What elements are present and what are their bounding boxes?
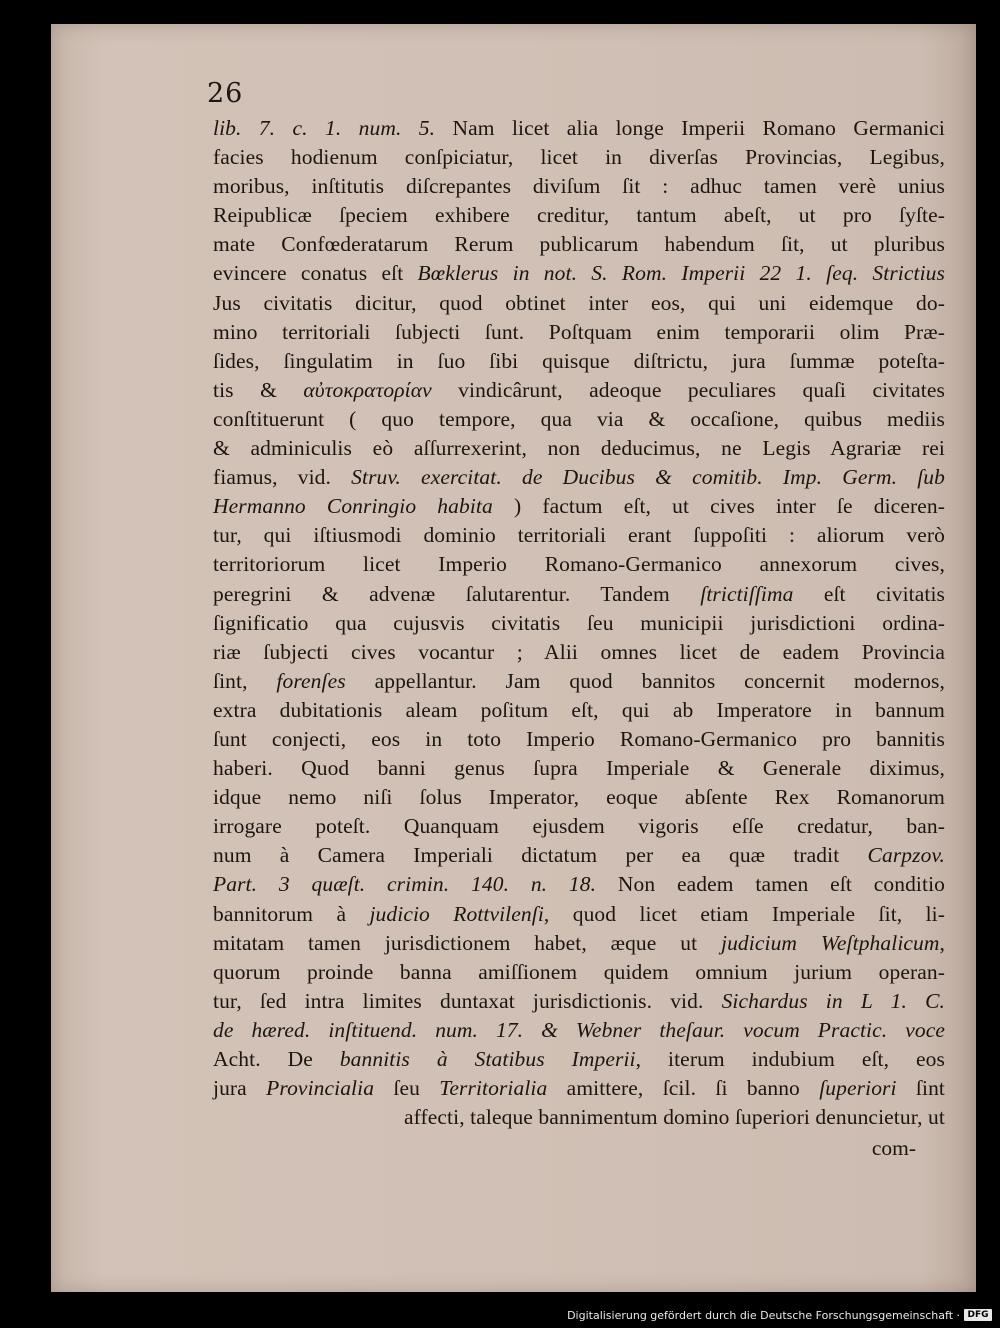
text-line <box>213 172 945 201</box>
text-line <box>213 405 945 434</box>
text-segment: ) factum eſt, ut cives inter ſe diceren- <box>492 494 945 519</box>
italic-text-segment: lib. 7. c. 1. num. 5. <box>213 116 436 140</box>
text-segment: extra dubitationis aleam poſitum eſt, qui ab Imperatore in bannum <box>213 697 945 722</box>
text-line <box>213 725 945 754</box>
text-segment: irrogare poteſt. Quanquam ejusdem vigoris eſſe credatur, ban- <box>213 814 945 839</box>
text-segment: vindicârunt, adeoque peculiares quaſi civitates <box>431 377 945 402</box>
text-segment: evincere conatus eſt <box>213 261 418 286</box>
italic-text-segment: Bœklerus in not. S. Rom. Imperii 22 1. ſeq. Strictius <box>417 261 945 286</box>
italic-text-segment: forenſes <box>276 668 346 693</box>
text-segment: peregrini & advenæ ſalutarentur. Tandem <box>213 581 701 606</box>
text-line <box>213 841 945 870</box>
text-line <box>213 347 945 376</box>
italic-text-segment: Part. 3 quæſt. crimin. 140. n. 18. <box>213 872 597 897</box>
text-segment: , iterum indubium eſt, eos <box>635 1047 945 1071</box>
text-segment: Nam licet alia longe Imperii Romano Germanici <box>435 116 945 140</box>
text-line <box>213 783 945 812</box>
italic-text-segment: Sichardus in L 1. C. <box>721 988 945 1013</box>
italic-text-segment: Struv. exercitat. de Ducibus & comitib. Imp. Germ. ſub <box>351 465 946 490</box>
text-line <box>213 521 945 550</box>
text-segment: conſtituerunt ( quo tempore, qua via & occaſione, quibus mediis <box>213 406 945 431</box>
text-segment: jura <box>213 1076 267 1101</box>
text-line <box>213 201 945 230</box>
footer-credit <box>567 1308 992 1322</box>
text-segment: eſt civitatis <box>793 581 945 606</box>
text-line <box>213 434 945 463</box>
text-segment: idque nemo niſi ſolus Imperator, eoque abſente Rex Romanorum <box>213 785 945 810</box>
italic-text-segment: ſtrictiſſima <box>700 581 794 606</box>
italic-text-segment: judicium Weſtphalicum <box>721 930 940 955</box>
text-segment: ſignificatio qua cujusvis civitatis ſeu municipii jurisdictioni ordina- <box>213 610 945 635</box>
text-segment: mitatam tamen jurisdictionem habet, æque ut <box>213 930 721 955</box>
italic-text-segment: de hæred. inſtituend. num. 17. & Webner theſaur. vocum Practic. voce <box>213 1017 945 1042</box>
text-line <box>213 958 945 987</box>
text-segment: quorum proinde banna amiſſionem quidem omnium jurium operan- <box>213 959 945 984</box>
text-line <box>213 638 945 667</box>
text-line <box>213 812 945 841</box>
text-segment: amittere, ſcil. ſi banno <box>547 1076 820 1101</box>
text-line <box>213 900 945 929</box>
text-line <box>213 376 945 405</box>
text-segment: fiamus, vid. <box>213 465 352 490</box>
text-segment: affecti, taleque bannimentum domino ſuperiori denuncietur, ut <box>404 1105 945 1130</box>
text-segment: ſeu <box>374 1076 440 1101</box>
text-line <box>213 929 945 958</box>
text-line <box>213 754 945 783</box>
text-line <box>213 609 945 638</box>
text-segment: tur, qui iſtiusmodi dominio territoriali erant ſuppoſiti : aliorum verò <box>213 523 945 548</box>
text-segment: mate Confœderatarum Rerum publicarum habendum ſit, ut pluribus <box>213 232 945 257</box>
text-line <box>213 667 945 696</box>
dfg-logo: DFG <box>964 1309 992 1321</box>
text-line <box>213 870 945 899</box>
catchword: com- <box>871 1136 916 1160</box>
text-segment: , <box>939 930 945 955</box>
scanned-page <box>51 24 976 1292</box>
text-segment: tur, ſed intra limites duntaxat jurisdictionis. vid. <box>213 988 722 1013</box>
text-line <box>213 318 945 347</box>
text-segment: haberi. Quod banni genus ſupra Imperiale & Generale diximus, <box>213 756 945 781</box>
text-line <box>213 1074 945 1103</box>
text-segment: facies hodienum conſpiciatur, licet in diverſas Provincias, Legibus, <box>213 145 945 170</box>
text-line <box>213 1045 945 1074</box>
text-line <box>213 259 945 288</box>
text-segment: moribus, inſtitutis diſcrepantes diviſum ſit : adhuc tamen verè unius <box>213 174 945 199</box>
text-segment: ſint <box>896 1076 945 1101</box>
text-segment: bannitorum à <box>213 901 370 926</box>
text-segment: Reipublicæ ſpeciem exhibere creditur, tantum abeſt, ut pro ſyſte- <box>213 203 945 228</box>
italic-text-segment: bannitis à Statibus Imperii <box>339 1047 636 1071</box>
text-segment: , quod licet etiam Imperiale ſit, li- <box>543 901 945 926</box>
text-line <box>213 230 945 259</box>
text-line <box>213 114 945 143</box>
text-line <box>213 289 945 318</box>
text-segment: Acht. De <box>213 1047 340 1071</box>
text-line <box>213 492 945 521</box>
text-line <box>213 1103 945 1132</box>
text-segment: Jus civitatis dicitur, quod obtinet inter eos, qui uni eidemque do- <box>213 290 945 315</box>
text-segment: ſides, ſingulatim in ſuo ſibi quisque diſtrictu, jura ſummæ poteſta- <box>213 348 945 373</box>
text-segment: tis & <box>213 377 304 402</box>
italic-text-segment: Hermanno Conringio habita <box>213 494 493 519</box>
text-line <box>213 550 945 579</box>
page-number: 26 <box>207 78 244 109</box>
body-text <box>213 114 945 1132</box>
text-line <box>213 696 945 725</box>
text-segment: ſunt conjecti, eos in toto Imperio Romano-Germanico pro bannitis <box>213 726 945 751</box>
text-line <box>213 580 945 609</box>
text-segment: mino territoriali ſubjecti ſunt. Poſtquam enim temporarii olim Præ- <box>213 319 945 344</box>
footer-text: Digitalisierung gefördert durch die Deutsche Forschungsgemeinschaft · <box>567 1308 960 1322</box>
text-segment: num à Camera Imperiali dictatum per ea quæ tradit <box>213 843 868 868</box>
italic-text-segment: Provincialia <box>266 1076 375 1101</box>
text-segment: appellantur. Jam quod bannitos concernit modernos, <box>345 668 945 693</box>
italic-text-segment: αὐτοκρατορίαν <box>303 377 432 402</box>
text-segment: riæ ſubjecti cives vocantur ; Alii omnes licet de eadem Provincia <box>213 639 945 664</box>
italic-text-segment: Carpzov. <box>867 843 945 868</box>
text-segment: ſint, <box>213 668 277 693</box>
text-segment: territoriorum licet Imperio Romano-Germanico annexorum cives, <box>213 552 945 577</box>
italic-text-segment: ſuperiori <box>819 1076 897 1101</box>
text-segment: & adminiculis eò aſſurrexerint, non deducimus, ne Legis Agrariæ rei <box>213 436 945 461</box>
text-segment: Non eadem tamen eſt conditio <box>596 872 946 897</box>
italic-text-segment: Territorialia <box>439 1076 548 1101</box>
text-line <box>213 987 945 1016</box>
italic-text-segment: judicio Rottvilenſi <box>369 901 544 926</box>
text-line <box>213 143 945 172</box>
text-line <box>213 463 945 492</box>
text-line <box>213 1016 945 1045</box>
